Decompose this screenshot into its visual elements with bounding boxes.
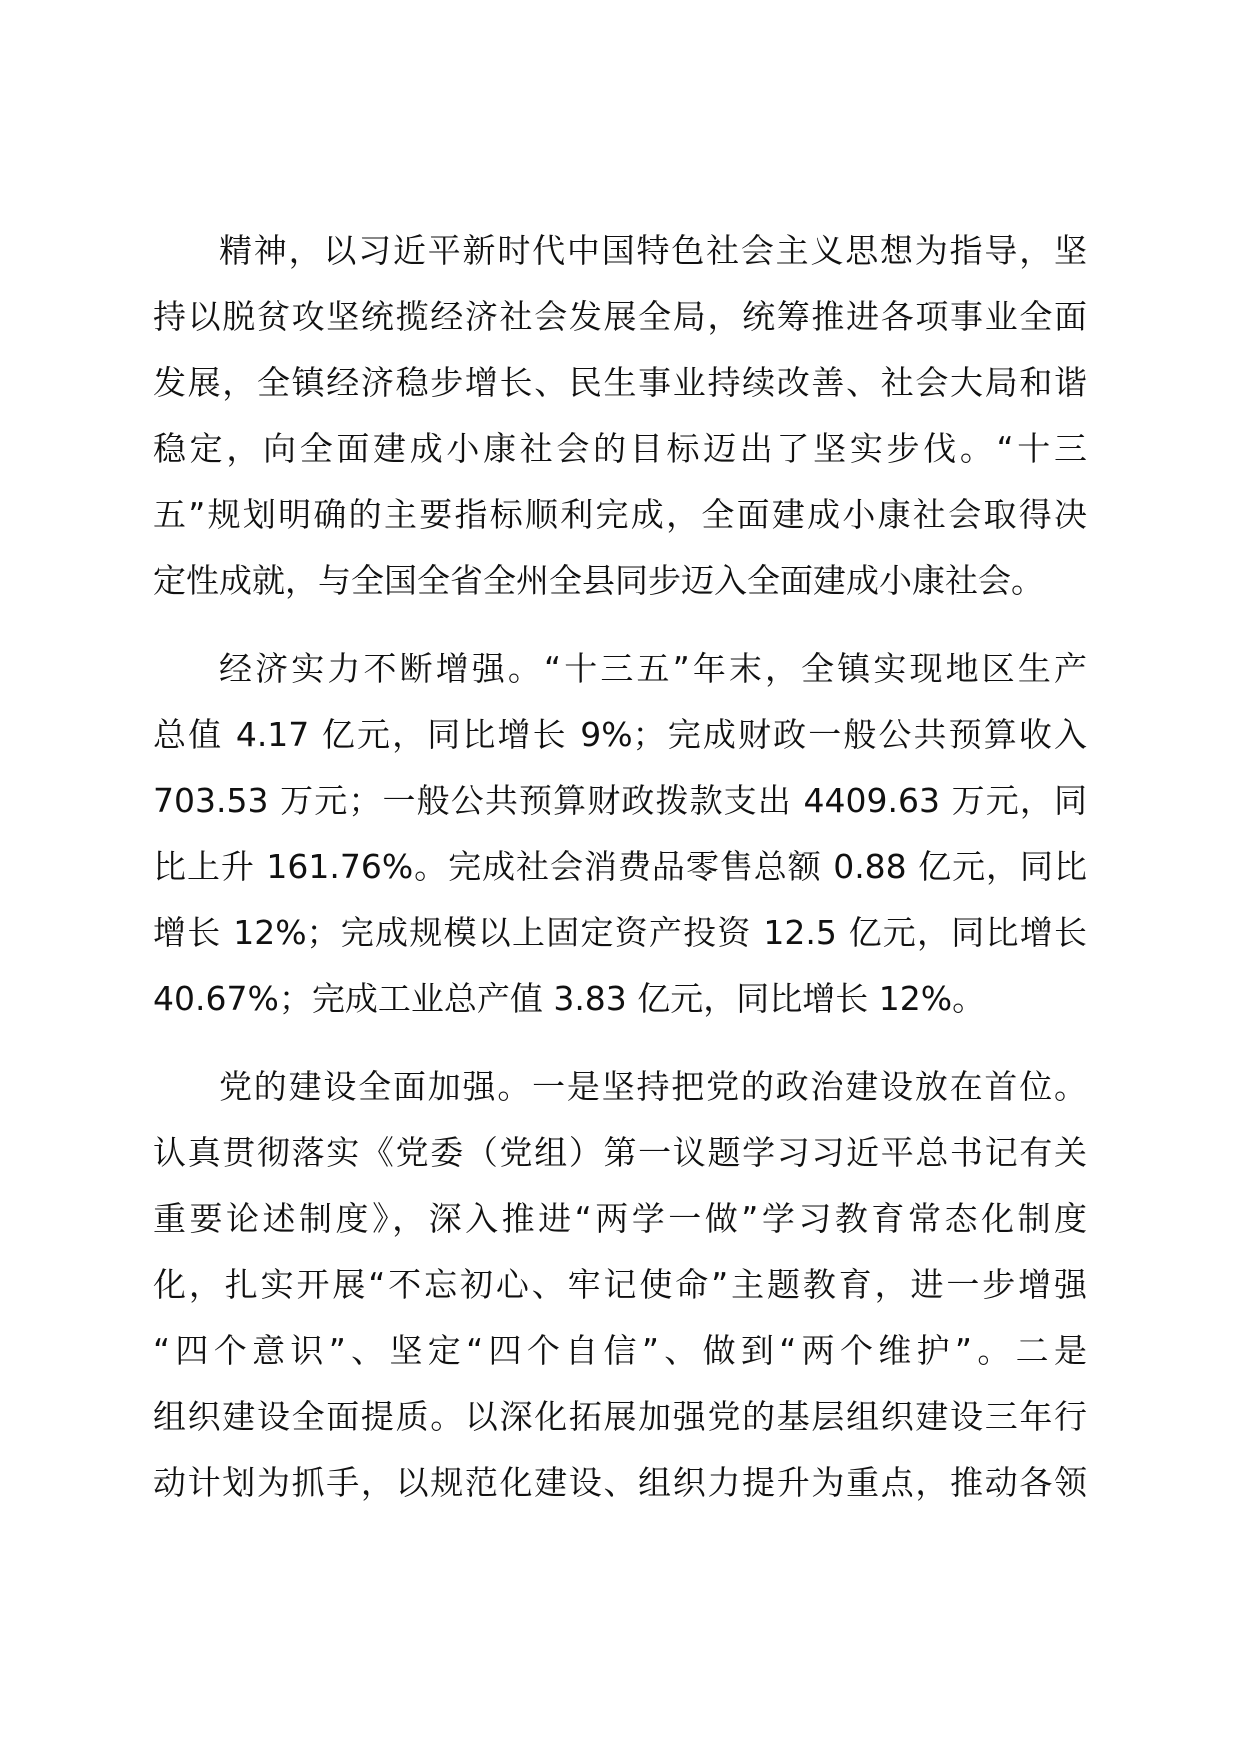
paragraph-1: [153, 218, 1087, 614]
text-line: 经济实力不断增强。“十三五”年末，全镇实现地区生产: [219, 649, 1087, 688]
text-line: 定性成就，与全国全省全州全县同步迈入全面建成小康社会。: [153, 561, 1044, 600]
paragraph-2: [153, 636, 1087, 1032]
text-line: 化，扎实开展“不忘初心、牢记使命”主题教育，进一步增强: [153, 1265, 1087, 1304]
text-line: 40.67%；完成工业总产值 3.83 亿元，同比增长 12%。: [153, 979, 986, 1018]
text-line: 增长 12%；完成规模以上固定资产投资 12.5 亿元，同比增长: [153, 913, 1087, 952]
body-text: [153, 218, 1087, 1516]
paragraph-spacing: [153, 1032, 1087, 1054]
text-line: 精神，以习近平新时代中国特色社会主义思想为指导，坚: [219, 231, 1087, 270]
text-line: 重要论述制度》，深入推进“两学一做”学习教育常态化制度: [153, 1199, 1087, 1238]
paragraph-3: [153, 1054, 1087, 1516]
text-line: “四个意识”、坚定“四个自信”、做到“两个维护”。二是: [153, 1331, 1087, 1370]
text-line: 党的建设全面加强。一是坚持把党的政治建设放在首位。: [219, 1067, 1087, 1106]
text-line: 比上升 161.76%。完成社会消费品零售总额 0.88 亿元，同比: [153, 847, 1087, 886]
text-line: 动计划为抓手，以规范化建设、组织力提升为重点，推动各领: [153, 1463, 1087, 1502]
text-line: 五”规划明确的主要指标顺利完成，全面建成小康社会取得决: [153, 495, 1087, 534]
text-line: 认真贯彻落实《党委（党组）第一议题学习习近平总书记有关: [153, 1133, 1087, 1172]
text-line: 组织建设全面提质。以深化拓展加强党的基层组织建设三年行: [153, 1397, 1087, 1436]
text-line: 发展，全镇经济稳步增长、民生事业持续改善、社会大局和谐: [153, 363, 1087, 402]
paragraph-spacing: [153, 614, 1087, 636]
text-line: 703.53 万元；一般公共预算财政拨款支出 4409.63 万元，同: [153, 781, 1087, 820]
text-line: 稳定，向全面建成小康社会的目标迈出了坚实步伐。“十三: [153, 429, 1087, 468]
text-line: 持以脱贫攻坚统揽经济社会发展全局，统筹推进各项事业全面: [153, 297, 1087, 336]
text-line: 总值 4.17 亿元，同比增长 9%；完成财政一般公共预算收入: [153, 715, 1087, 754]
